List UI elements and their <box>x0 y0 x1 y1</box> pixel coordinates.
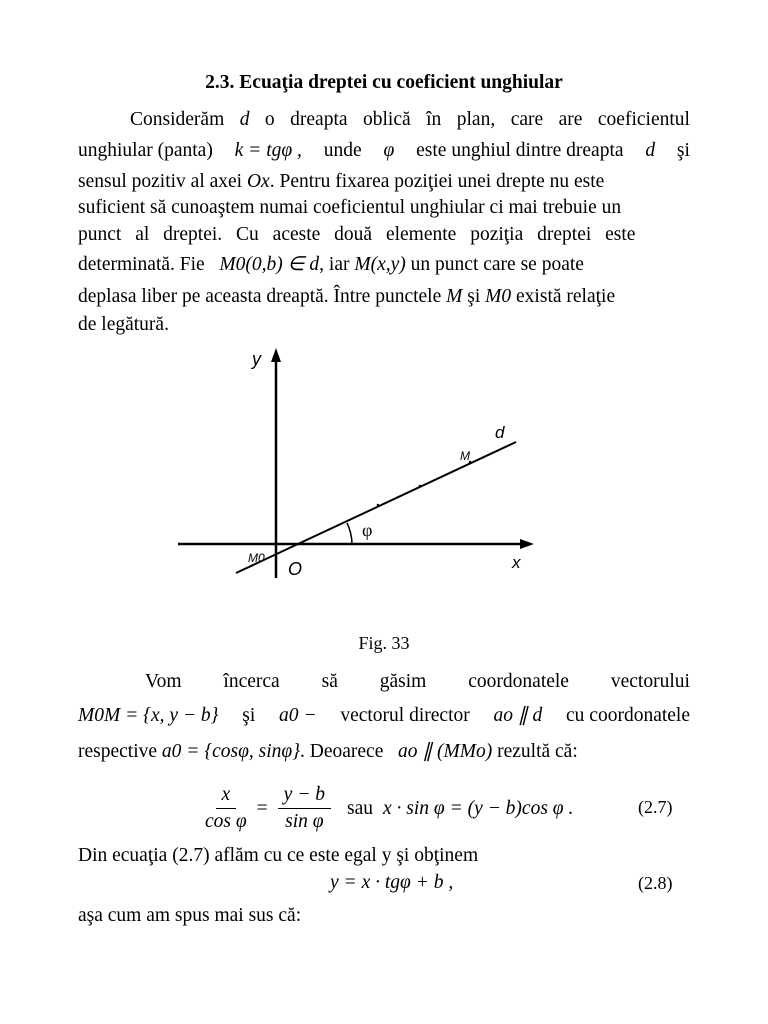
line-d-label: d <box>495 423 505 442</box>
para2-line2: M0M = {x, y − b} şi a0 − vectorul director ao ∥ d cu coordonatele <box>78 705 690 726</box>
para2-line1: Vom încerca să găsim coordonatele vectorului <box>145 671 690 692</box>
line-tick <box>377 504 380 507</box>
y-axis-arrow <box>271 348 281 362</box>
para1-line8: de legătură. <box>78 314 169 335</box>
para1-line6: determinată. Fie M0(0,b) ∈ d, iar M(x,y) un punct care se poate <box>78 254 584 275</box>
line-d <box>236 442 516 573</box>
closing-line: aşa cum am spus mai sus că: <box>78 905 302 926</box>
fraction-yb-over-sin: $\frac{y - b}{\text{sin φ}}$ <box>278 784 331 833</box>
para1-line2: unghiular (panta) k = tgφ , unde φ este unghiul dintre dreapta d şi <box>78 140 690 161</box>
para1-line5: punct al dreptei. Cu aceste două elemente poziţia dreptei este <box>78 224 636 245</box>
equation-number-2-8: (2.8) <box>638 873 673 893</box>
line-tick <box>419 485 422 488</box>
origin-label: O <box>288 559 303 579</box>
para1-line1: Considerăm d o dreapta oblică în plan, care are coeficientul <box>130 109 690 130</box>
angle-arc <box>347 523 352 544</box>
y-axis-label: y <box>252 349 261 369</box>
m-point-label: M <box>460 449 470 463</box>
para1-line3: sensul pozitiv al axei Ox. Pentru fixarea poziţiei unei drepte nu este <box>78 171 605 192</box>
equation-2-7: $\frac{x}{\text{cos φ}}$ = $\frac{y - b}{\text{sin φ}}$ sau x · sin φ = (y − b)cos φ . <box>205 784 574 832</box>
equation-2-8: y = x · tgφ + b , <box>330 872 454 893</box>
angle-label: φ <box>362 520 373 540</box>
para3-line1: Din ecuaţia (2.7) aflăm cu ce este egal y şi obţinem <box>78 845 479 866</box>
fraction-x-over-cos: $\frac{x}{\text{cos φ}}$ <box>205 784 247 832</box>
m0-point-label: M0 <box>248 551 265 565</box>
x-axis-label: x <box>512 553 521 572</box>
figure-caption: Fig. 33 <box>358 633 410 653</box>
x-axis-arrow <box>520 539 534 549</box>
para1-line7: deplasa liber pe aceasta dreaptă. Între punctele M şi M0 există relaţie <box>78 286 616 307</box>
section-title: 2.3. Ecuaţia dreptei cu coeficient unghiular <box>205 72 563 93</box>
equation-number-2-7: (2.7) <box>638 797 673 817</box>
para2-line3: respective a0 = {cosφ, sinφ}. Deoarece ao ∥ (MMo) rezultă că: <box>78 741 578 762</box>
para1-line4: suficient să cunoaştem numai coeficientul unghiular ci mai trebuie un <box>78 197 622 218</box>
